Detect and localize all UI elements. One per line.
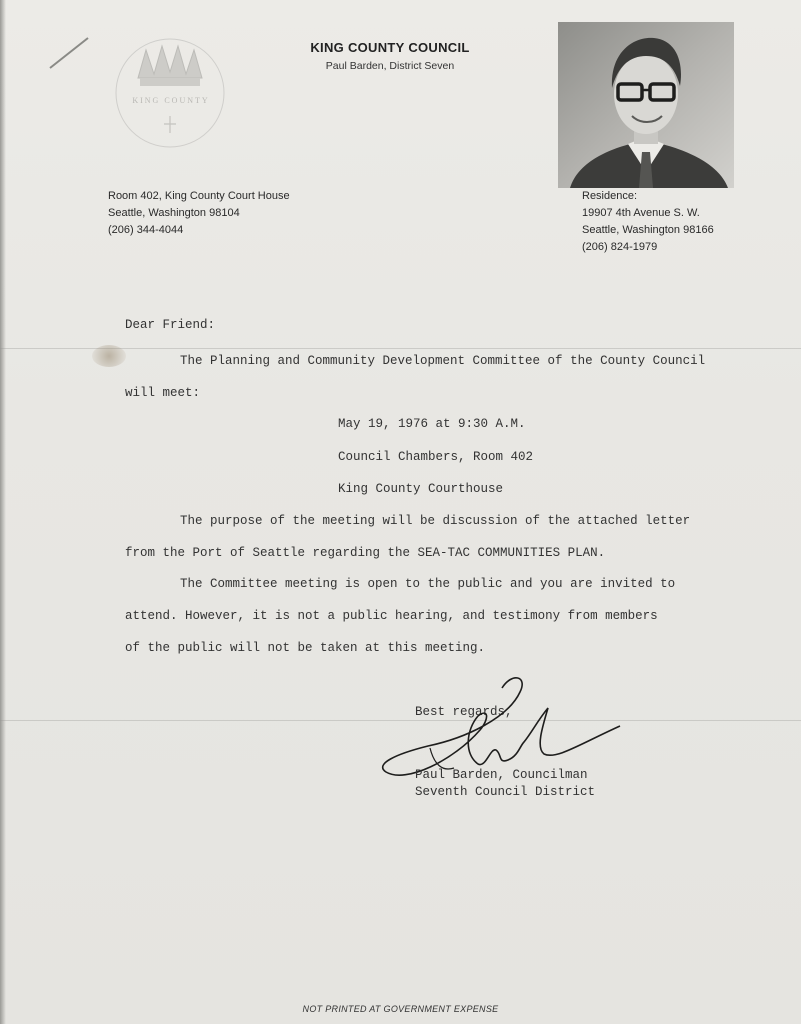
meeting-date: May 19, 1976 at 9:30 A.M. — [338, 417, 526, 431]
letter-closing: Best regards, — [415, 705, 513, 719]
letter-salutation: Dear Friend: — [125, 318, 216, 332]
letterhead-title: KING COUNTY COUNCIL — [310, 40, 470, 55]
office-address-line: Room 402, King County Court House — [108, 190, 290, 202]
letter-paragraph-line: will meet: — [125, 386, 201, 400]
letter-paragraph-line: of the public will not be taken at this meeting. — [125, 641, 486, 655]
seal-lettering: KING COUNTY — [132, 96, 210, 105]
councilman-portrait-photo — [558, 22, 734, 188]
letter-paragraph-line: The Committee meeting is open to the public and you are invited to — [180, 577, 676, 591]
county-seal-logo — [110, 38, 230, 148]
paper-scratch-mark — [40, 30, 100, 80]
meeting-room: Council Chambers, Room 402 — [338, 450, 534, 464]
residence-address-line: 19907 4th Avenue S. W. — [582, 207, 700, 219]
office-phone: (206) 344-4044 — [108, 224, 184, 236]
residence-address-line: Seattle, Washington 98166 — [582, 224, 714, 236]
letter-paragraph-line: from the Port of Seattle regarding the SEA-TAC COMMUNITIES PLAN. — [125, 546, 606, 560]
letter-paragraph-line: The purpose of the meeting will be discussion of the attached letter — [180, 514, 691, 528]
letterhead-subtitle: Paul Barden, District Seven — [325, 60, 455, 72]
office-address — [108, 188, 290, 239]
letter-paragraph-line: attend. However, it is not a public hearing, and testimony from members — [125, 609, 658, 623]
signer-district: Seventh Council District — [415, 785, 596, 799]
residence-label: Residence: — [582, 190, 638, 202]
letter-paragraph-line: The Planning and Community Development Committee of the County Council — [180, 354, 706, 368]
residence-phone: (206) 824-1979 — [582, 241, 658, 253]
signer-name: Paul Barden, Councilman — [415, 768, 588, 782]
paper-stain — [92, 345, 126, 367]
meeting-building: King County Courthouse — [338, 482, 504, 496]
office-address-line: Seattle, Washington 98104 — [108, 207, 240, 219]
footer-notice: NOT PRINTED AT GOVERNMENT EXPENSE — [302, 1004, 499, 1014]
residence-address — [582, 188, 714, 256]
paper-edge-shadow — [0, 0, 6, 1024]
